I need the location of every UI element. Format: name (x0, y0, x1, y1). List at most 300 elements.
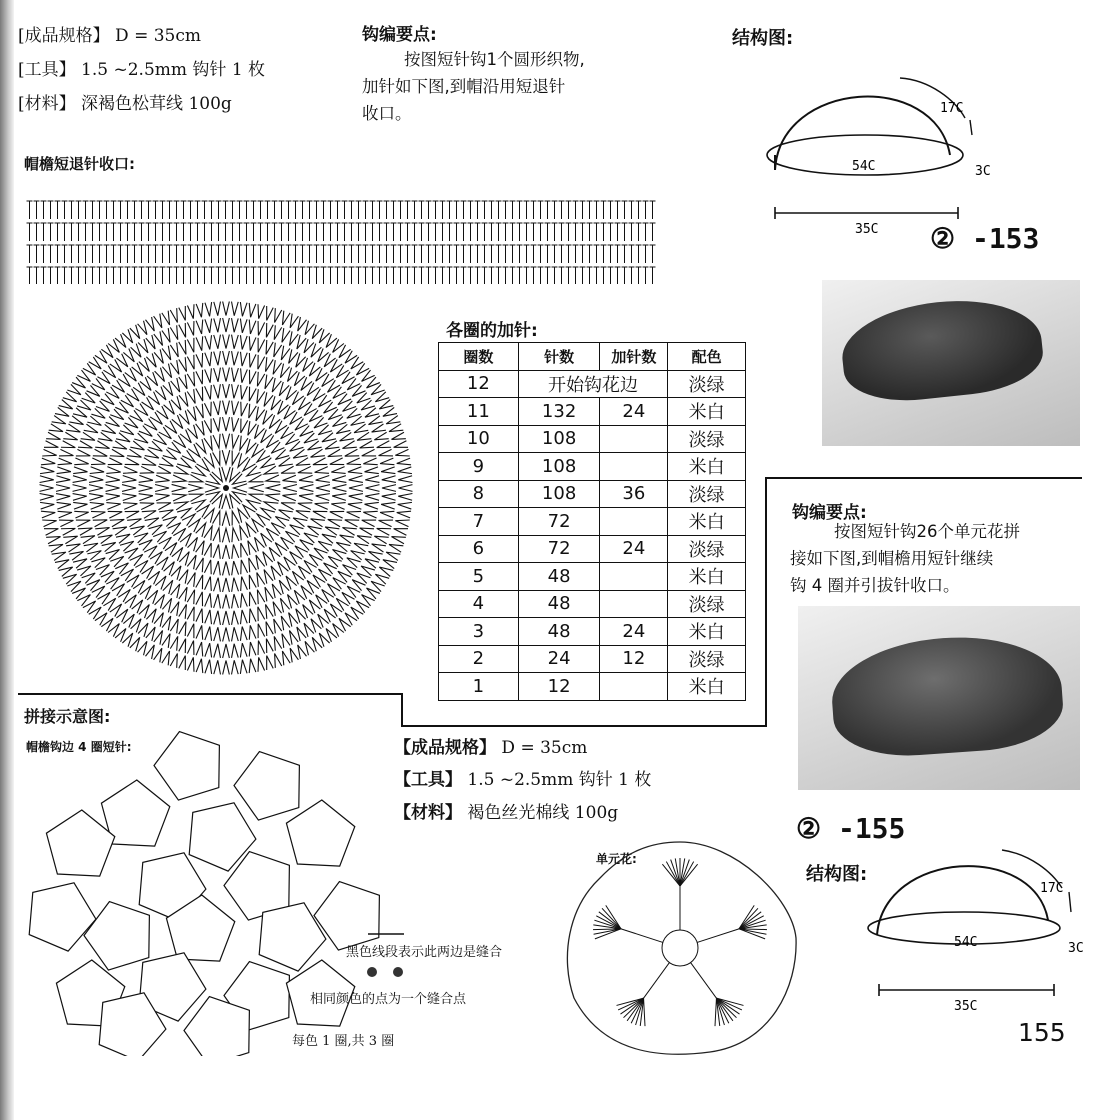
stitch-mark (290, 648, 298, 662)
stitch-mark (102, 424, 116, 433)
stitch-mark (49, 544, 63, 552)
stitch-mark (102, 542, 116, 551)
stitch-mark (205, 643, 212, 657)
motif-crochet-chart (560, 838, 800, 1060)
stitch-mark (139, 494, 153, 501)
motif-fan-stitch (739, 929, 765, 939)
stitch-mark (397, 511, 411, 518)
stitch-mark (241, 543, 248, 557)
motif-fan-stitch (680, 864, 698, 886)
stitch-mark (91, 458, 105, 465)
stitch-mark (90, 467, 104, 474)
motif-label: 单元花: (596, 852, 637, 866)
stitch-mark (363, 458, 377, 465)
stitch-mark (67, 581, 81, 591)
stitch-mark (340, 432, 354, 440)
stitch-mark (232, 401, 239, 415)
stitch-mark (187, 624, 194, 638)
stitch-mark (59, 567, 73, 576)
header-round: 圈数 (439, 343, 519, 371)
stitch-mark (82, 393, 96, 403)
stitch-mark (297, 335, 306, 349)
stitch-mark (241, 593, 248, 607)
stitch-mark (296, 353, 306, 367)
stitch-mark (179, 375, 187, 389)
structure1-label-17: 17C (940, 101, 964, 116)
stitch-mark (44, 529, 58, 536)
cell (600, 673, 668, 701)
stitch-mark (145, 317, 154, 331)
stitch-mark (127, 519, 141, 527)
brown-textured-hat (828, 630, 1065, 761)
stitch-mark (55, 407, 69, 416)
stitch-mark (232, 451, 239, 465)
stitch-mark (348, 467, 362, 474)
cell: 米白 (668, 673, 746, 701)
cell (600, 453, 668, 481)
stitch-mark (159, 458, 173, 467)
stitch-mark (274, 325, 282, 339)
stitch-mark (179, 622, 186, 636)
stitch-mark (345, 449, 359, 456)
stitch-mark (249, 353, 256, 367)
stitch-mark (170, 308, 177, 322)
stitch-mark (266, 323, 273, 337)
structure1-label-54: 54C (852, 159, 876, 174)
stitch-mark (342, 441, 356, 449)
stitch-mark (89, 494, 103, 501)
stitch-mark (332, 476, 346, 483)
stitch-mark (232, 528, 239, 542)
stitch-mark (232, 434, 239, 448)
stitch-mark (223, 401, 230, 415)
header-stitches: 针数 (518, 343, 600, 371)
stitch-mark (349, 485, 363, 492)
stitch-mark (357, 393, 371, 403)
stitch-mark (232, 627, 239, 641)
spec1-size-label: [成品规格】 (18, 26, 110, 46)
stitch-mark (230, 468, 240, 482)
cell: 开始钩花边 (518, 370, 668, 398)
stitch-mark (130, 325, 140, 339)
stitch-mark (240, 302, 247, 316)
stitch-mark (372, 424, 386, 432)
stitch-mark (131, 344, 141, 358)
stitch-mark (266, 475, 280, 482)
stitch-mark (258, 304, 265, 318)
stitch-mark (258, 641, 265, 655)
header-increase: 加针数 (600, 343, 668, 371)
stitch-mark (196, 336, 203, 350)
stitch-mark (162, 651, 170, 665)
stitch-mark (204, 436, 212, 450)
cell: 10 (439, 425, 519, 453)
stitch-mark (74, 458, 88, 465)
stitch-mark (187, 304, 194, 318)
spec1-tool-label: [工具】 (18, 60, 76, 80)
chart-center (223, 485, 229, 491)
stitch-mark (308, 441, 322, 450)
stitch-mark (196, 320, 203, 334)
stitch-mark (319, 329, 329, 343)
stitch-mark (377, 528, 391, 535)
stitch-mark (318, 541, 332, 551)
stitch-mark (69, 416, 83, 425)
stitch-mark (232, 660, 239, 674)
stitch-mark (49, 424, 63, 432)
stitch-mark (76, 449, 90, 456)
notes2-line: 按图短针钩26个单元花拼 (834, 522, 1020, 541)
stitch-mark (170, 619, 178, 633)
stitch-mark (293, 449, 307, 458)
stitch-mark (123, 467, 137, 474)
stitch-mark (52, 552, 66, 560)
stitch-mark (174, 466, 188, 474)
stitch-mark (42, 520, 56, 527)
stitch-mark (44, 441, 58, 448)
stitch-mark (290, 314, 298, 328)
stitch-mark (273, 360, 281, 374)
stitch-mark (187, 321, 194, 335)
stitch-mark (73, 485, 87, 492)
stitch-mark (223, 562, 230, 576)
stitch-mark (319, 633, 329, 647)
stitch-mark (59, 400, 73, 409)
stitch-mark (196, 642, 203, 656)
stitch-mark (365, 494, 379, 501)
stitch-mark (305, 321, 314, 335)
stitch-mark (142, 458, 156, 466)
stitch-mark (110, 519, 124, 526)
stitch-mark (155, 494, 169, 501)
spec1-material-label: [材料】 (18, 94, 76, 114)
structure1-diagram (760, 60, 1020, 240)
stitch-mark (213, 417, 220, 431)
stitch-mark (379, 449, 393, 456)
arrow-down-icon (1069, 892, 1071, 912)
stitch-mark (369, 551, 383, 560)
table-row (439, 590, 746, 618)
stitch-mark (397, 458, 411, 465)
stitch-mark (145, 518, 159, 527)
cell: 米白 (668, 618, 746, 646)
stitch-mark (205, 627, 212, 641)
stitch-mark (256, 555, 265, 569)
stitch-mark (159, 510, 173, 519)
stitch-mark (362, 449, 376, 456)
notes2-line: 接如下图,到帽檐用短针继续 (790, 549, 994, 568)
stitch-mark (342, 528, 356, 536)
assembly-title: 拼接示意图: (24, 707, 111, 726)
stitch-mark (163, 580, 173, 594)
stitch-mark (274, 343, 282, 357)
stitch-mark (78, 528, 92, 535)
stitch-mark (279, 510, 293, 519)
stitch-mark (131, 619, 141, 633)
stitch-mark (232, 611, 239, 625)
stitch-mark (171, 584, 180, 598)
spec2-tool-value: 1.5 ~2.5mm 钩针 1 枚 (467, 770, 652, 790)
stitch-mark (232, 417, 239, 431)
stitch-mark (189, 494, 203, 501)
stitch-mark (155, 595, 165, 609)
stitch-mark (333, 485, 347, 492)
hat-photo-2 (798, 606, 1080, 790)
stitch-mark (289, 331, 298, 345)
stitch-mark (382, 485, 396, 492)
cell: 48 (518, 618, 600, 646)
stitch-mark (179, 323, 186, 337)
stitch-mark (223, 335, 230, 349)
stitch-mark (395, 449, 409, 456)
stitch-mark (52, 416, 66, 424)
stitch-mark (232, 384, 239, 398)
stitch-mark (348, 503, 362, 510)
pentagon-motif (286, 800, 354, 866)
stitch-mark (248, 541, 257, 555)
stitch-mark (222, 529, 229, 543)
stitch-mark (304, 433, 318, 443)
stitch-mark (66, 544, 80, 552)
stitch-mark (347, 458, 361, 465)
stitch-mark (266, 340, 273, 354)
stitch-mark (311, 344, 321, 358)
stitch-mark (316, 476, 330, 483)
stitch-mark (146, 353, 156, 367)
stitch-mark (84, 424, 98, 433)
stitch-mark (213, 401, 220, 415)
stitch-mark (106, 485, 120, 492)
cell (600, 508, 668, 536)
page-number: 155 (1018, 1018, 1066, 1047)
stitch-mark (232, 578, 239, 592)
stitch-mark (171, 566, 181, 580)
stitch-mark (240, 660, 247, 674)
stitch-mark (154, 648, 162, 662)
stitch-mark (204, 402, 211, 416)
stitch-mark (267, 306, 274, 320)
stitch-mark (172, 475, 186, 482)
stitch-mark (240, 436, 248, 450)
stitch-mark (249, 303, 256, 317)
stitch-mark (130, 441, 144, 450)
spec1-size-value: D = 35cm (115, 26, 202, 46)
stitch-mark (146, 627, 155, 641)
stitch-mark (205, 660, 212, 674)
stitch-mark (214, 351, 221, 365)
stitch-mark (213, 545, 220, 559)
cell: 1 (439, 673, 519, 701)
stitch-mark (77, 566, 91, 576)
cell: 3 (439, 618, 519, 646)
stitch-mark (179, 656, 186, 670)
spec1-size (18, 22, 201, 51)
stitch-mark (73, 476, 87, 483)
stitch-mark (63, 432, 77, 440)
structure2-label-35: 35C (954, 999, 978, 1014)
cell: 48 (518, 563, 600, 591)
stitch-mark (223, 611, 230, 625)
stitch-mark (366, 485, 380, 492)
stitch-mark (249, 404, 257, 418)
stitch-mark (139, 485, 153, 492)
stitch-mark (162, 328, 170, 342)
stitch-mark (316, 494, 330, 501)
cell: 108 (518, 453, 600, 481)
stitch-mark (332, 494, 346, 501)
stitch-mark (187, 573, 195, 587)
stitch-mark (179, 639, 186, 653)
cell: 2 (439, 645, 519, 673)
stitch-mark (249, 320, 256, 334)
stitch-mark (249, 387, 256, 401)
stitch-mark (357, 432, 371, 440)
stitch-mark (241, 385, 248, 399)
stitch-mark (282, 634, 290, 648)
spec2-size (394, 734, 587, 763)
stitch-mark (249, 642, 256, 656)
stitch-mark (205, 319, 212, 333)
stitch-mark (146, 335, 155, 349)
stitch-mark (266, 604, 274, 618)
stitch-mark (381, 467, 395, 474)
spec2-tool (394, 766, 651, 795)
stitch-mark (155, 484, 169, 491)
stitch-mark (283, 475, 297, 482)
stitch-mark (63, 536, 77, 544)
stitch-mark (280, 598, 289, 612)
stitch-mark (266, 494, 280, 501)
stitch-mark (106, 476, 120, 483)
stitch-mark (361, 400, 375, 410)
stitch-mark (204, 526, 212, 540)
stitch-mark (258, 607, 265, 621)
stitch-mark (87, 551, 101, 560)
cell: 24 (600, 535, 668, 563)
motif-center-ring (662, 930, 698, 966)
stitch-mark (89, 485, 103, 492)
stitch-mark (95, 441, 109, 449)
stitch-mark (222, 417, 229, 431)
legend-dot (393, 967, 403, 977)
stitch-mark (349, 476, 363, 483)
table-row (439, 645, 746, 673)
stitch-mark (379, 567, 393, 576)
stitch-mark (214, 644, 221, 658)
stitch-mark (93, 449, 107, 456)
stitch-rows (26, 198, 656, 284)
stitch-mark (363, 511, 377, 518)
stitch-mark (249, 575, 256, 589)
table-row (439, 673, 746, 701)
stitch-mark (214, 318, 221, 332)
stitch-mark (389, 424, 403, 432)
spec2-material (394, 799, 618, 828)
stitch-mark (127, 449, 141, 457)
stitch-mark (272, 584, 281, 598)
stitch-mark (162, 598, 171, 612)
notes2-body (790, 518, 1090, 599)
stitch-mark (108, 511, 122, 518)
stitch-mark (232, 351, 239, 365)
stitch-mark (56, 485, 70, 492)
stitch-mark (313, 458, 327, 465)
stitch-mark (289, 613, 298, 627)
stitch-mark (395, 520, 409, 527)
stitch-mark (154, 631, 163, 645)
table-row (439, 425, 746, 453)
stitch-mark (380, 511, 394, 518)
stitch-mark (330, 511, 344, 518)
stitch-mark (273, 602, 281, 616)
stitch-mark (347, 558, 361, 568)
stitch-mark (154, 349, 163, 363)
stitch-mark (365, 476, 379, 483)
stitch-mark (179, 587, 187, 601)
stitch-mark (249, 659, 256, 673)
stitch-mark (61, 528, 75, 535)
stitch-mark (304, 533, 318, 543)
stitch-mark (379, 520, 393, 527)
stitch-mark (365, 559, 379, 568)
cell: 36 (600, 480, 668, 508)
stitch-mark (232, 561, 239, 575)
table-row (439, 618, 746, 646)
stitch-mark (283, 494, 297, 501)
motif-fan-stitch (595, 929, 621, 939)
cell: 72 (518, 535, 600, 563)
cell: 米白 (668, 453, 746, 481)
stitch-mark (271, 396, 281, 410)
stitch-mark (122, 476, 136, 483)
spec2-size-value: D = 35cm (501, 738, 588, 758)
stitch-mark (311, 619, 321, 633)
stitch-mark (74, 511, 88, 518)
legend-dot (367, 967, 377, 977)
stitch-mark (106, 417, 120, 427)
stitch-mark (196, 558, 204, 572)
cell: 108 (518, 425, 600, 453)
stitch-mark (257, 573, 265, 587)
stitch-mark (40, 476, 54, 483)
stitch-mark (171, 378, 180, 392)
stitch-mark (281, 466, 295, 473)
stitch-mark (214, 594, 221, 608)
stitch-mark (67, 384, 81, 394)
stitch-mark (336, 424, 350, 433)
stitch-mark (76, 520, 90, 527)
stitch-mark (347, 408, 361, 418)
stitch-mark (214, 384, 221, 398)
structure2-label-54: 54C (954, 935, 978, 950)
stitch-mark (258, 338, 265, 352)
stitch-mark (98, 535, 112, 543)
stitch-mark (241, 368, 248, 382)
stitch-mark (212, 468, 222, 482)
stitch-mark (204, 419, 211, 433)
stitch-mark (42, 449, 56, 456)
stitch-mark (214, 578, 221, 592)
stitch-mark (288, 368, 298, 382)
stitch-mark (250, 484, 264, 492)
stitch-mark (162, 311, 170, 325)
increase-table (438, 342, 746, 701)
stitch-mark (196, 659, 203, 673)
stitch-mark (289, 349, 298, 363)
stitch-mark (106, 467, 120, 474)
structure1-title: 结构图: (732, 28, 794, 49)
stitch-mark (249, 475, 263, 482)
